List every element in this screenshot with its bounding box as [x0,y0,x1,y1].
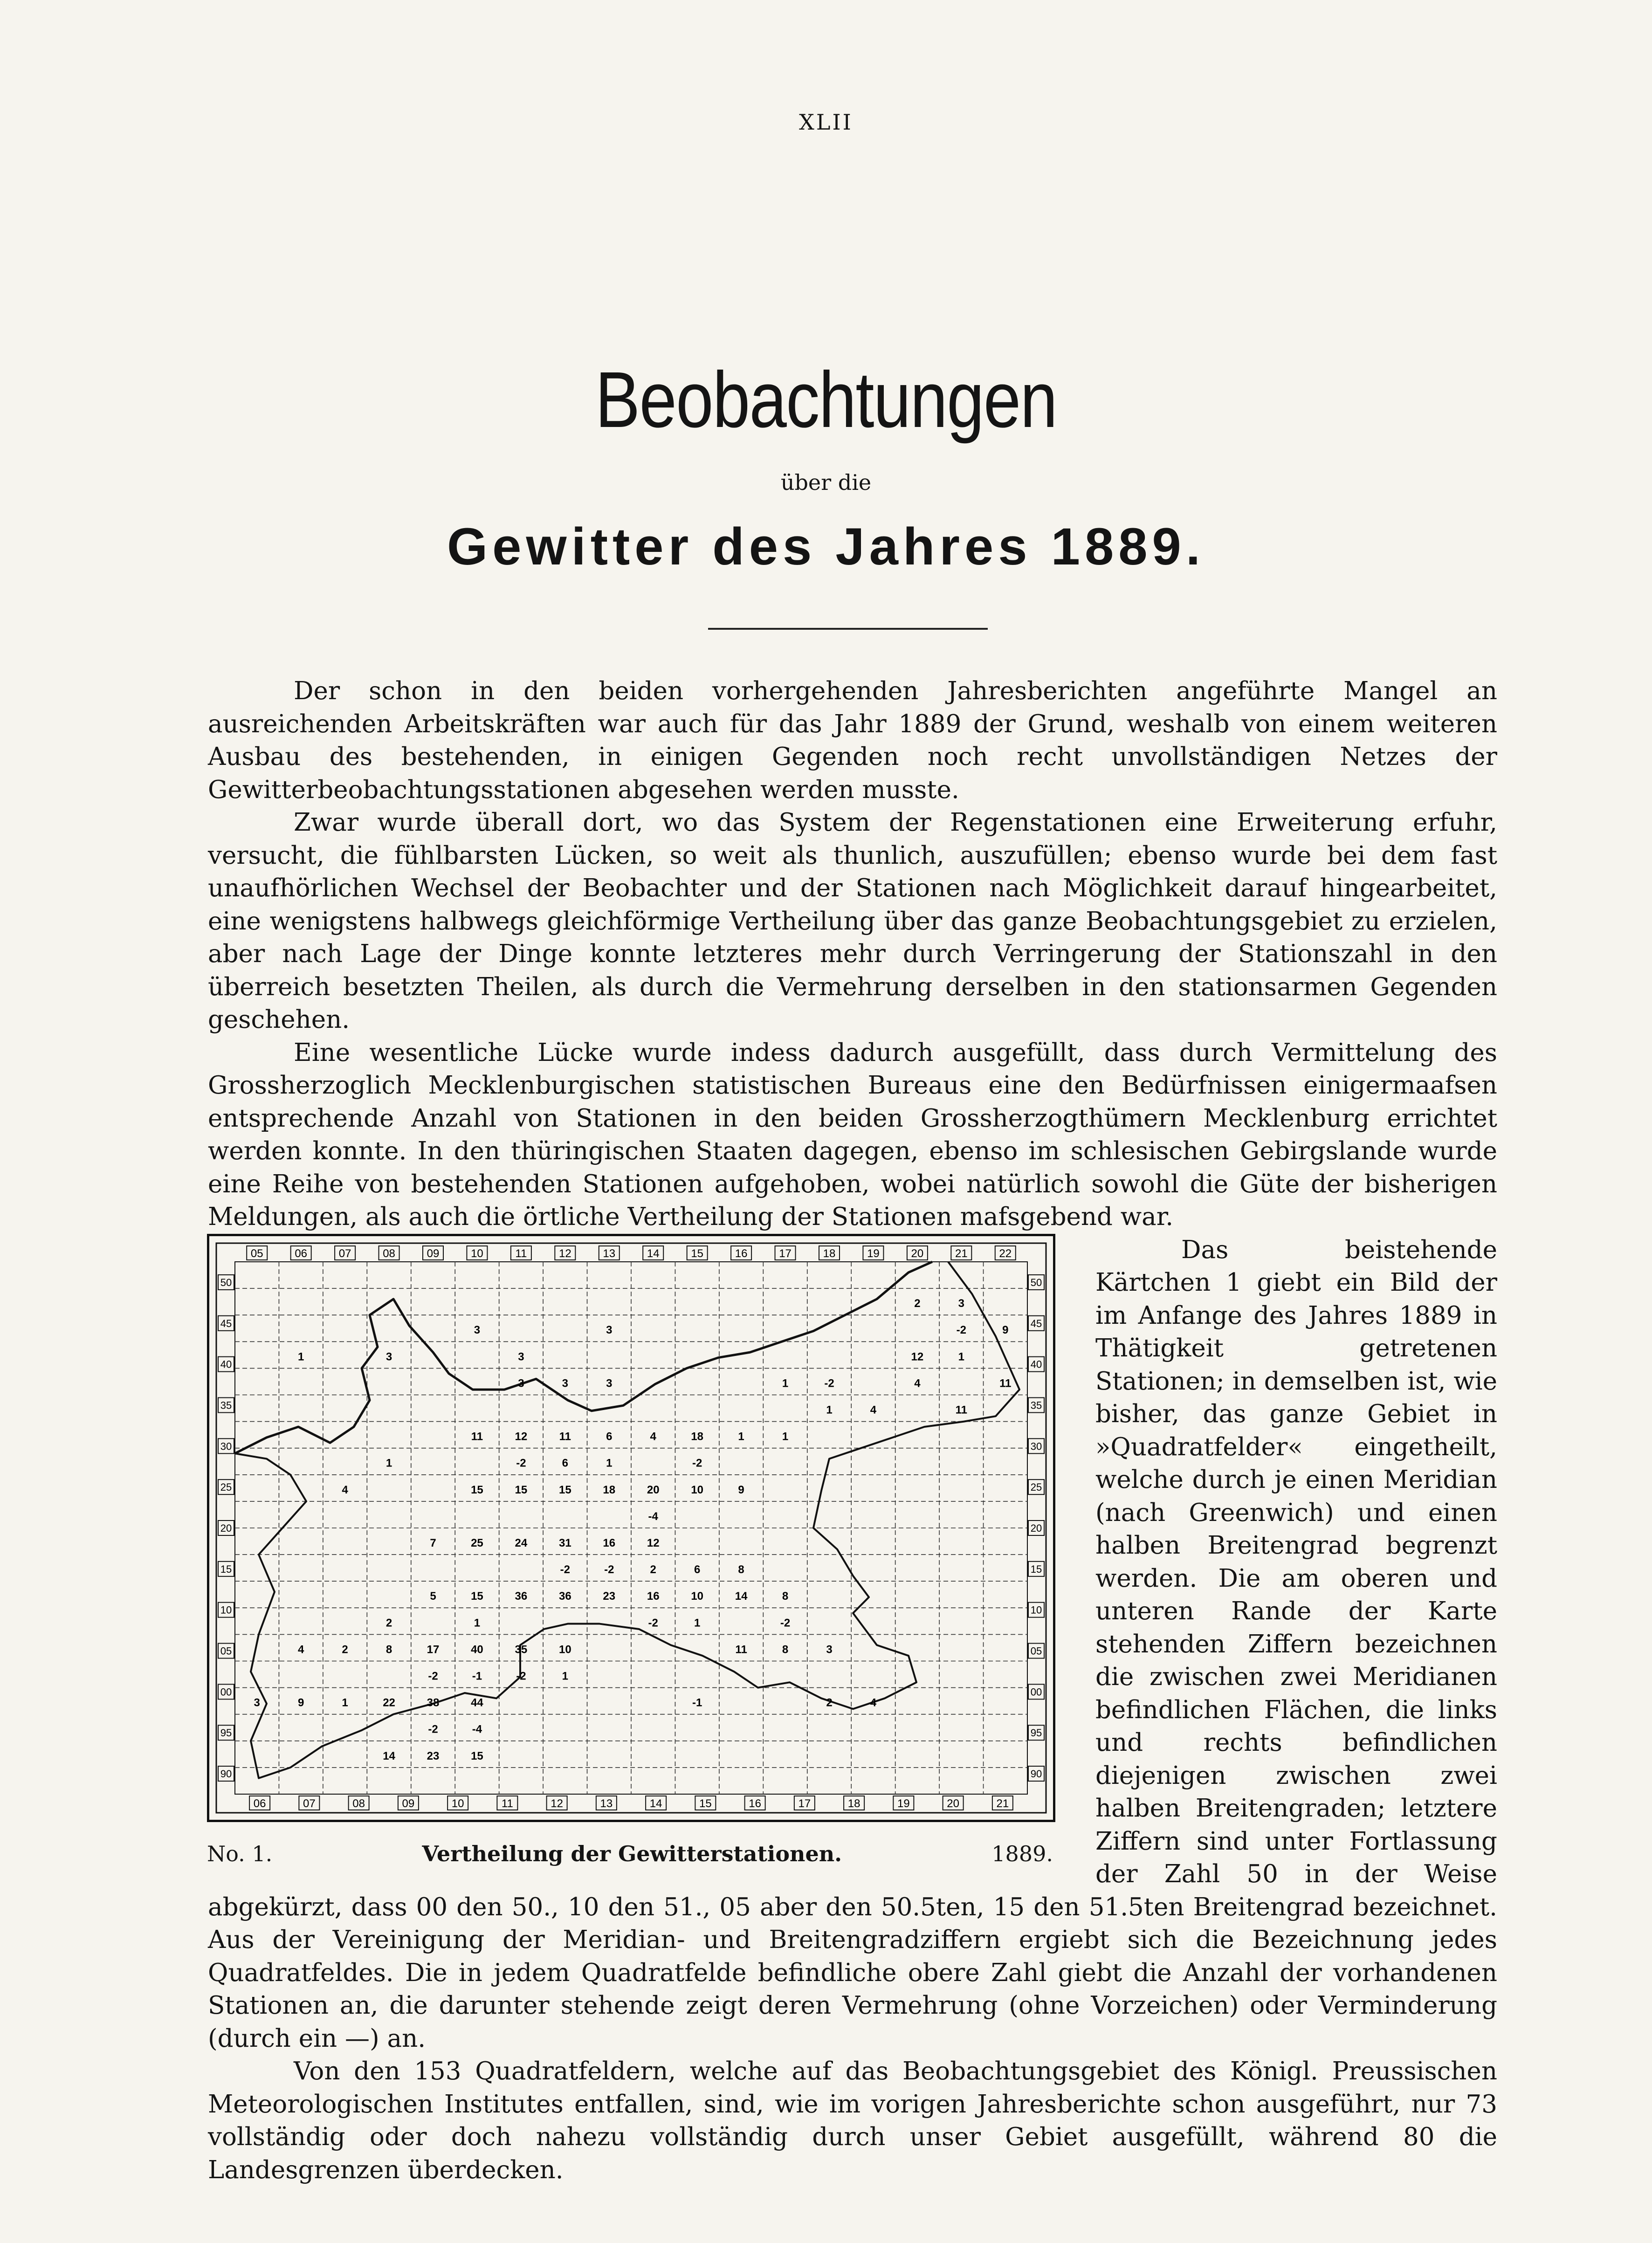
station-count: 23 [603,1589,616,1603]
paragraph-4: Das beistehende Kärtchen 1 giebt ein Bild der im Anfange des Jahres 1889 in Thätigkeit getretenen Stationen; in demselben ist, wie bisher, das ganze Gebiet in »Quadratfelder« eingetheilt, welche durch je einen Meridian (nach Greenwich) und einen halben Breitengrad begrenzt werden. Die am oberen und unteren Rande der Karte stehenden Ziffern bezeichnen die zwischen zwei Meridianen befindlichen Flächen, die links und rechts befindlichen diejenigen zwischen zwei halben Breitengraden; letztere Ziffern sind unter Fortlassung der Zahl 50 in der Weise abgekürzt, dass 00 den 50., 10 den 51., 05 aber den 50.5ten, 15 den 51.5ten Breitengrad bezeichnet. Aus der Vereinigung der Meridian- und Breitengradziffern ergiebt sich die Bezeichnung jedes Quadratfeldes. Die in jedem Quadratfelde befindliche obere Zahl giebt die Anzahl der vorhandenen Stationen an, die darunter stehende zeigt deren Vermehrung (ohne Vorzeichen) oder Verminderung (durch ein —) an. [208,1235,1497,2053]
top-label: 21 [955,1247,968,1260]
station-count: 17 [427,1643,440,1656]
station-count: 9 [738,1483,744,1496]
station-count: -2 [604,1563,614,1576]
station-count: 1 [606,1457,613,1470]
station-count: 11 [559,1430,571,1443]
left-label: 15 [220,1563,232,1575]
station-count: 36 [558,1589,571,1603]
left-label: 95 [220,1727,232,1739]
station-count: 14 [735,1589,748,1603]
page-number: XLII [799,110,853,135]
paragraph-5: Von den 153 Quadratfeldern, welche auf das Beobachtungsgebiet des Königl. Preussischen Meteorologischen Institutes entfallen, sind, wie im vorigen Jahresberichte schon ausgeführt, nur 73 vollständig oder doch nahezu vollständig durch unser Gebiet ausgefüllt, während 80 die Landesgrenzen überdecken. [208,2057,1497,2184]
station-count: 3 [518,1376,524,1390]
station-count: 1 [694,1616,701,1629]
caption-year: 1889. [991,1841,1053,1866]
bottom-label: 06 [253,1797,266,1810]
station-count: 15 [471,1483,483,1496]
top-label: 20 [911,1247,924,1260]
station-count: 10 [558,1643,571,1656]
station-count: -2 [516,1457,526,1470]
station-count: 40 [471,1643,483,1656]
bottom-label: 12 [551,1797,563,1810]
left-label: 25 [220,1481,232,1493]
left-label: 05 [220,1645,232,1657]
station-count: 1 [474,1616,481,1629]
station-count: -1 [472,1669,482,1682]
station-count: 16 [647,1589,660,1603]
station-count: 9 [1002,1323,1009,1336]
bottom-label: 18 [847,1797,860,1810]
station-count: 8 [738,1563,744,1576]
station-count: 1 [826,1403,833,1416]
bottom-label: 15 [699,1797,712,1810]
station-count: 11 [471,1430,483,1443]
station-count: 4 [650,1430,656,1443]
station-count: 18 [603,1483,616,1496]
caption-number: No. 1. [207,1841,273,1866]
station-count: 6 [606,1430,613,1443]
bottom-label: 13 [600,1797,613,1810]
station-count: 4 [914,1376,921,1390]
station-count: 6 [694,1563,701,1576]
left-label: 00 [220,1686,232,1698]
station-count: 24 [515,1536,528,1549]
station-count: 2 [342,1643,348,1656]
station-count: 12 [647,1536,660,1549]
station-count: 3 [606,1323,613,1336]
station-count: 3 [518,1350,524,1363]
station-count: 1 [958,1350,965,1363]
station-count: 2 [385,1616,392,1629]
left-label: 10 [220,1604,232,1616]
title-rule [708,628,988,630]
station-count: 11 [735,1643,747,1656]
top-label: 07 [338,1247,351,1260]
station-count: 3 [606,1376,613,1390]
left-label: 30 [220,1440,232,1452]
right-label: 90 [1030,1768,1042,1780]
top-label: 15 [691,1247,704,1260]
station-count: 8 [385,1643,392,1656]
station-count: -2 [428,1723,438,1736]
coastline [235,1262,932,1453]
right-label: 95 [1030,1727,1042,1739]
station-count: 8 [782,1643,789,1656]
station-count: 1 [782,1430,789,1443]
left-label: 50 [220,1276,232,1288]
left-label: 45 [220,1317,232,1329]
right-label: 10 [1030,1604,1042,1616]
right-label: 15 [1030,1563,1042,1575]
right-label: 00 [1030,1686,1042,1698]
station-count: -2 [516,1669,526,1682]
right-label: 35 [1030,1399,1042,1411]
bottom-label: 19 [897,1797,910,1810]
bottom-label: 10 [451,1797,464,1810]
station-count: 15 [471,1589,483,1603]
station-count: 3 [562,1376,569,1390]
caption-title: Vertheilung der Gewitterstationen. [422,1841,842,1866]
station-count: 22 [383,1696,395,1709]
station-count: 3 [385,1350,392,1363]
bottom-label: 11 [501,1797,513,1810]
bottom-label: 16 [749,1797,761,1810]
left-label: 40 [220,1358,232,1370]
right-label: 40 [1030,1358,1042,1370]
paragraph-3: Eine wesentliche Lücke wurde indess dadurch ausgefüllt, dass durch Vermittelung des Grossherzoglich Mecklenburgischen statistischen Bureaus eine den Bedürfnissen einigermaafsen entsprechende Anzahl von Stationen in den beiden Grossherzogthümern Mecklenburg errichtet werden konnte. In den thüringischen Staaten dagegen, ebenso im schlesischen Gebirgslande wurde eine Reihe von bestehenden Stationen aufgehoben, wobei natürlich sowohl die Güte der bisherigen Meldungen, als auch die örtliche Vertheilung der Stationen mafsgebend war. [208,1038,1497,1231]
station-count: 2 [650,1563,656,1576]
station-count: 16 [603,1536,616,1549]
station-count: -1 [692,1696,702,1709]
bottom-label: 08 [352,1797,365,1810]
station-count: 44 [471,1696,483,1709]
station-count: 3 [474,1323,481,1336]
left-label: 90 [220,1768,232,1780]
station-count: 11 [955,1403,968,1416]
top-label: 13 [603,1247,616,1260]
station-count: 10 [691,1483,704,1496]
secondary-title: Gewitter des Jahres 1889. [447,517,1205,576]
station-count: -2 [824,1376,834,1390]
bottom-label: 09 [402,1797,415,1810]
station-count: 4 [342,1483,348,1496]
bottom-label: 20 [947,1797,959,1810]
body-text [208,675,1497,2187]
bottom-label: 07 [303,1797,316,1810]
paragraph-1: Der schon in den beiden vorhergehenden Jahresberichten angeführte Mangel an ausreichenden Arbeitskräften war auch für das Jahr 1889 der Grund, weshalb von einem weiteren Ausbau des bestehenden, in einigen Gegenden noch recht unvollständigen Netzes der Gewitterbeobachtungsstationen abgesehen werden musste. [208,677,1497,804]
station-count: -2 [780,1616,791,1629]
top-label: 08 [383,1247,395,1260]
map-caption [207,1841,1053,1867]
station-count: 38 [427,1696,440,1709]
station-count: 1 [385,1457,392,1470]
station-count: 11 [999,1376,1012,1390]
right-label: 45 [1030,1317,1042,1329]
station-count: 36 [515,1589,528,1603]
station-count: -2 [692,1457,702,1470]
station-count: 1 [562,1669,569,1682]
station-count: 18 [691,1430,704,1443]
station-count: 12 [515,1430,528,1443]
left-label: 20 [220,1522,232,1534]
station-count: -2 [428,1669,438,1682]
station-count: -4 [472,1723,482,1736]
top-label: 17 [779,1247,792,1260]
station-map [207,1234,1055,1822]
station-count: 25 [471,1536,483,1549]
station-count: -4 [648,1510,658,1523]
station-count: 4 [297,1643,304,1656]
station-count: -2 [648,1616,658,1629]
top-label: 09 [427,1247,440,1260]
top-label: 06 [295,1247,308,1260]
right-label: 20 [1030,1522,1042,1534]
station-count: -2 [560,1563,571,1576]
left-label: 35 [220,1399,232,1411]
station-count: 15 [515,1483,528,1496]
station-count: 3 [958,1297,965,1310]
station-count: 10 [691,1589,704,1603]
station-count: 4 [870,1403,877,1416]
bottom-label: 21 [996,1797,1009,1810]
right-label: 50 [1030,1276,1042,1288]
station-count: 23 [427,1749,440,1762]
station-count: 6 [562,1457,569,1470]
top-label: 05 [250,1247,263,1260]
station-count: 15 [558,1483,571,1496]
territory-border [235,1262,1019,1778]
station-count: 1 [738,1430,744,1443]
station-count: 15 [471,1749,483,1762]
station-count: 2 [914,1297,921,1310]
station-count: 20 [647,1483,660,1496]
station-count: 7 [430,1536,436,1549]
page-title: Beobachtungen [595,356,1057,444]
paragraph-2: Zwar wurde überall dort, wo das System der Regenstationen eine Erweiterung erfuhr, versucht, die fühlbarsten Lücken, so weit als thunlich, auszufüllen; ebenso wurde bei dem fast unaufhörlichen Wechsel der Beobachter und der Stationen nach Möglichkeit darauf hingearbeitet, eine wenigstens halbwegs gleichförmige Vertheilung über das ganze Beobachtungsgebiet zu erzielen, aber nach Lage der Dinge konnte letzteres mehr durch Verringerung der Stationszahl in den überreich besetzten Theilen, als durch die Vermehrung derselben in den stationsarmen Gegenden geschehen. [208,808,1497,1034]
top-label: 10 [471,1247,483,1260]
right-label: 05 [1030,1645,1042,1657]
right-label: 25 [1030,1481,1042,1493]
top-label: 16 [735,1247,748,1260]
subtitle: über die [780,470,872,495]
station-count: 4 [870,1696,877,1709]
station-count: 14 [383,1749,395,1762]
station-count: 1 [782,1376,789,1390]
station-count: 3 [826,1643,833,1656]
station-count: 1 [342,1696,348,1709]
station-count: 1 [297,1350,304,1363]
station-count: 31 [558,1536,571,1549]
station-count: 3 [254,1696,260,1709]
top-label: 19 [867,1247,880,1260]
top-label: 22 [999,1247,1012,1260]
bottom-label: 17 [798,1797,811,1810]
top-label: 12 [558,1247,571,1260]
station-count: 35 [515,1643,528,1656]
station-count: 8 [782,1589,789,1603]
top-label: 18 [823,1247,836,1260]
map-figure [207,1234,1074,1882]
top-label: 11 [515,1247,527,1260]
station-count: -2 [956,1323,967,1336]
bottom-label: 14 [649,1797,662,1810]
station-count: 9 [297,1696,304,1709]
station-count: 12 [911,1350,924,1363]
station-count: 5 [430,1589,436,1603]
right-label: 30 [1030,1440,1042,1452]
station-count: 2 [826,1696,833,1709]
top-label: 14 [647,1247,660,1260]
